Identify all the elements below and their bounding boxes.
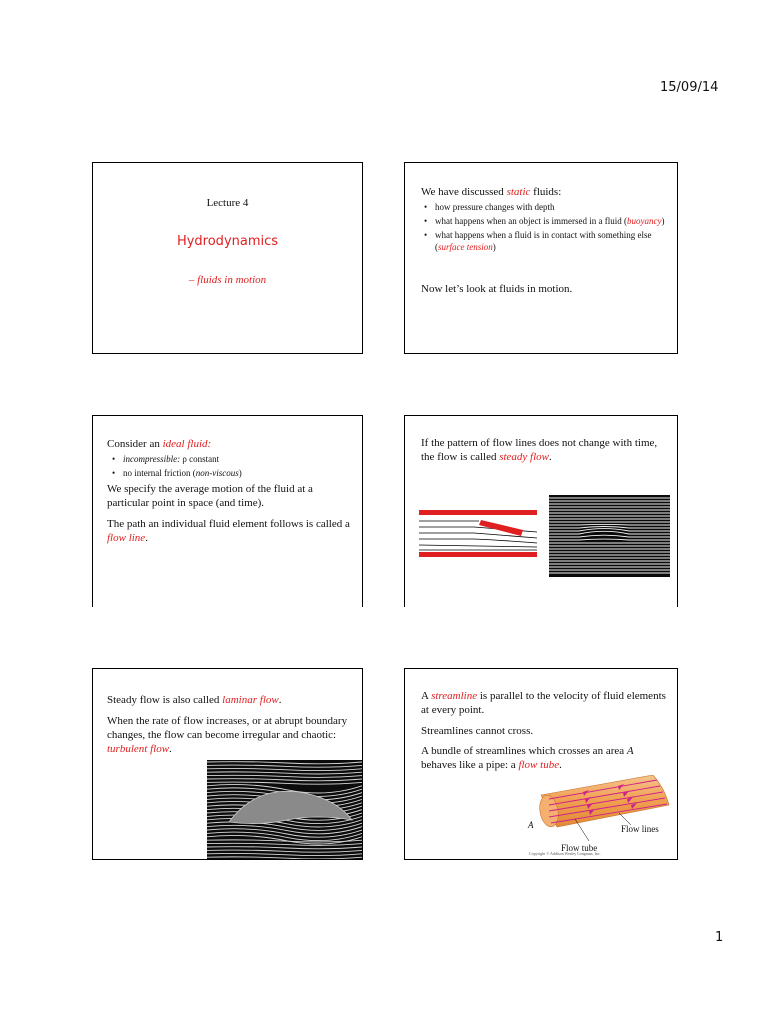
slide-title-text: Hydrodynamics — [176, 234, 279, 249]
header-date: 15/09/14 — [660, 80, 719, 95]
laminar-text: Steady flow is also called laminar flow. — [107, 694, 282, 706]
static-closing: Now let’s look at fluids in motion. — [421, 283, 573, 295]
bullet-surface-tension: • what happens when a fluid is in contact with something else (surface tension) — [421, 229, 666, 253]
static-bullet-list — [421, 201, 666, 255]
flow-tube-text: A bundle of streamlines which crosses an area A behaves like a pipe: a flow tube. — [421, 745, 634, 771]
bullet-pressure: • how pressure changes with depth — [421, 201, 666, 213]
bullet-buoyancy: • what happens when an object is immersed in a fluid (buoyancy) — [421, 215, 666, 227]
slide-ideal-fluid — [92, 415, 363, 607]
pipe-flow-diagram — [419, 508, 539, 562]
ideal-intro: Consider an ideal fluid: — [107, 438, 212, 450]
streamline-text: A streamline is parallel to the velocity of fluid elements at every point. — [421, 690, 666, 716]
streamline-photo — [549, 495, 670, 577]
flow-lines-label: Flow lines — [621, 824, 659, 834]
no-crossing-text: Streamlines cannot cross. — [421, 725, 534, 737]
page-number: 1 — [715, 930, 724, 945]
turbulent-flow-photo — [207, 760, 362, 860]
slide-steady-flow — [404, 415, 678, 607]
average-motion-text: We specify the average motion of the fluid at a particular point in space (and time). — [107, 483, 313, 509]
bullet-non-viscous: • no internal friction (non-viscous) — [109, 467, 354, 479]
steady-flow-text: If the pattern of flow lines does not change with time, the flow is called steady flow. — [421, 437, 658, 463]
slide-subtitle: – fluids in motion — [188, 274, 267, 286]
copyright-note: Copyright © Addison Wesley Longman, Inc. — [529, 851, 601, 856]
ideal-bullet-list — [109, 453, 354, 481]
slide-laminar-turbulent — [92, 668, 363, 860]
flow-line-text: The path an individual fluid element follows is called a flow line. — [107, 518, 350, 544]
lecture-number: Lecture 4 — [206, 197, 249, 209]
turbulent-text: When the rate of flow increases, or at abrupt boundary changes, the flow can become irregular and chaotic: turbulent flow. — [107, 715, 348, 755]
flow-tube-label: Flow tube — [561, 843, 598, 853]
static-intro: We have discussed static fluids: — [421, 186, 562, 198]
slide-static-fluids — [404, 162, 678, 354]
bullet-incompressible: • incompressible: ρ constant — [109, 453, 354, 465]
slide-streamline — [404, 668, 678, 860]
area-label-a: A — [528, 820, 534, 830]
slide-title — [92, 162, 363, 354]
